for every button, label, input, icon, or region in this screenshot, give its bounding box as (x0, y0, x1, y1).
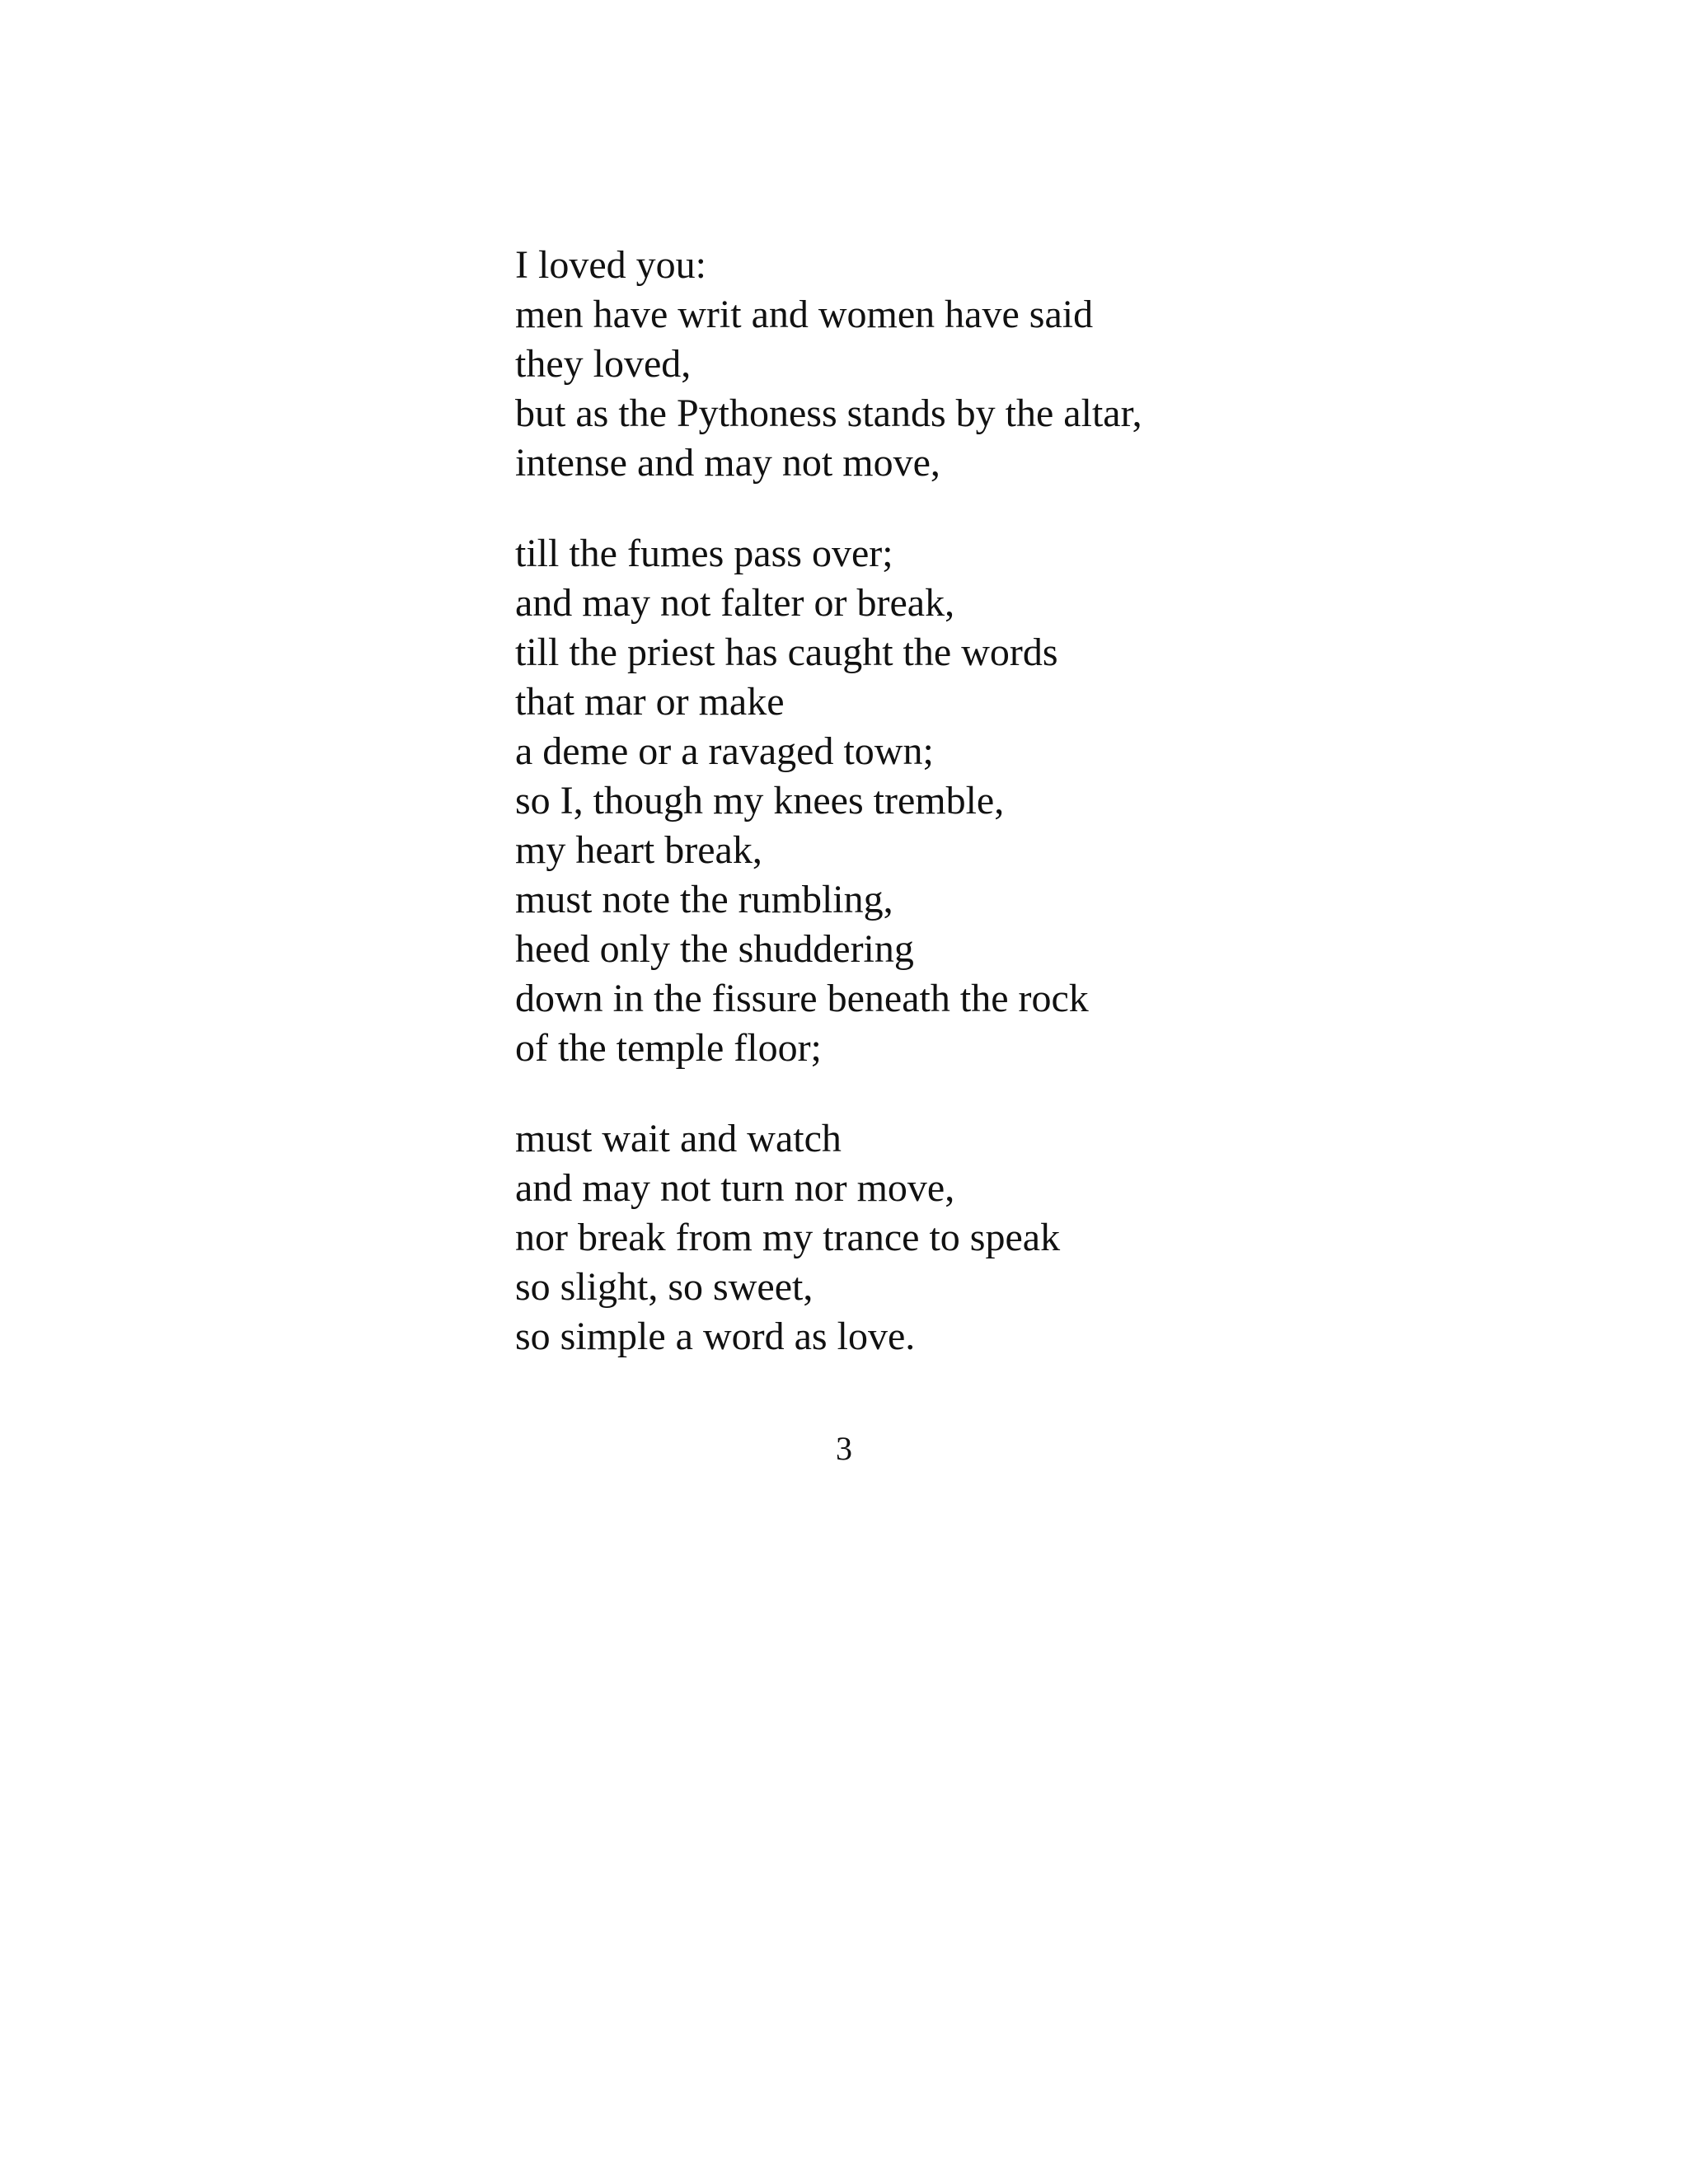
poem-line: of the temple floor; (515, 1026, 822, 1070)
poem-body (515, 241, 1504, 1361)
poem-line: till the fumes pass over; (515, 532, 893, 575)
poem-line: that mar or make (515, 680, 785, 724)
page-number: 3 (836, 1430, 852, 1467)
poem-line: must note the rumbling, (515, 878, 893, 921)
poem-line: and may not turn nor move, (515, 1166, 955, 1210)
poem-line: so I, though my knees tremble, (515, 779, 1005, 823)
poem-line: a deme or a ravaged town; (515, 729, 934, 773)
poem-line: my heart break, (515, 828, 762, 872)
poem-line: nor break from my trance to speak (515, 1216, 1061, 1259)
poem-line: they loved, (515, 342, 692, 386)
poem-line: and may not falter or break, (515, 581, 955, 625)
poem-line: must wait and watch (515, 1117, 842, 1160)
poem-line: down in the fissure beneath the rock (515, 977, 1089, 1020)
stanza-1 (515, 241, 1504, 488)
poem-line: men have writ and women have said (515, 293, 1094, 336)
poem-line: so slight, so sweet, (515, 1265, 814, 1309)
stanza-3 (515, 1114, 1504, 1361)
poem-line: but as the Pythoness stands by the altar, (515, 391, 1142, 435)
poem-line: till the priest has caught the words (515, 630, 1058, 674)
stanza-2 (515, 529, 1504, 1073)
poem-line: heed only the shuddering (515, 927, 914, 971)
poem-line: so simple a word as love. (515, 1315, 916, 1358)
poem-line: intense and may not move, (515, 441, 940, 485)
poem-line: I loved you: (515, 243, 706, 287)
